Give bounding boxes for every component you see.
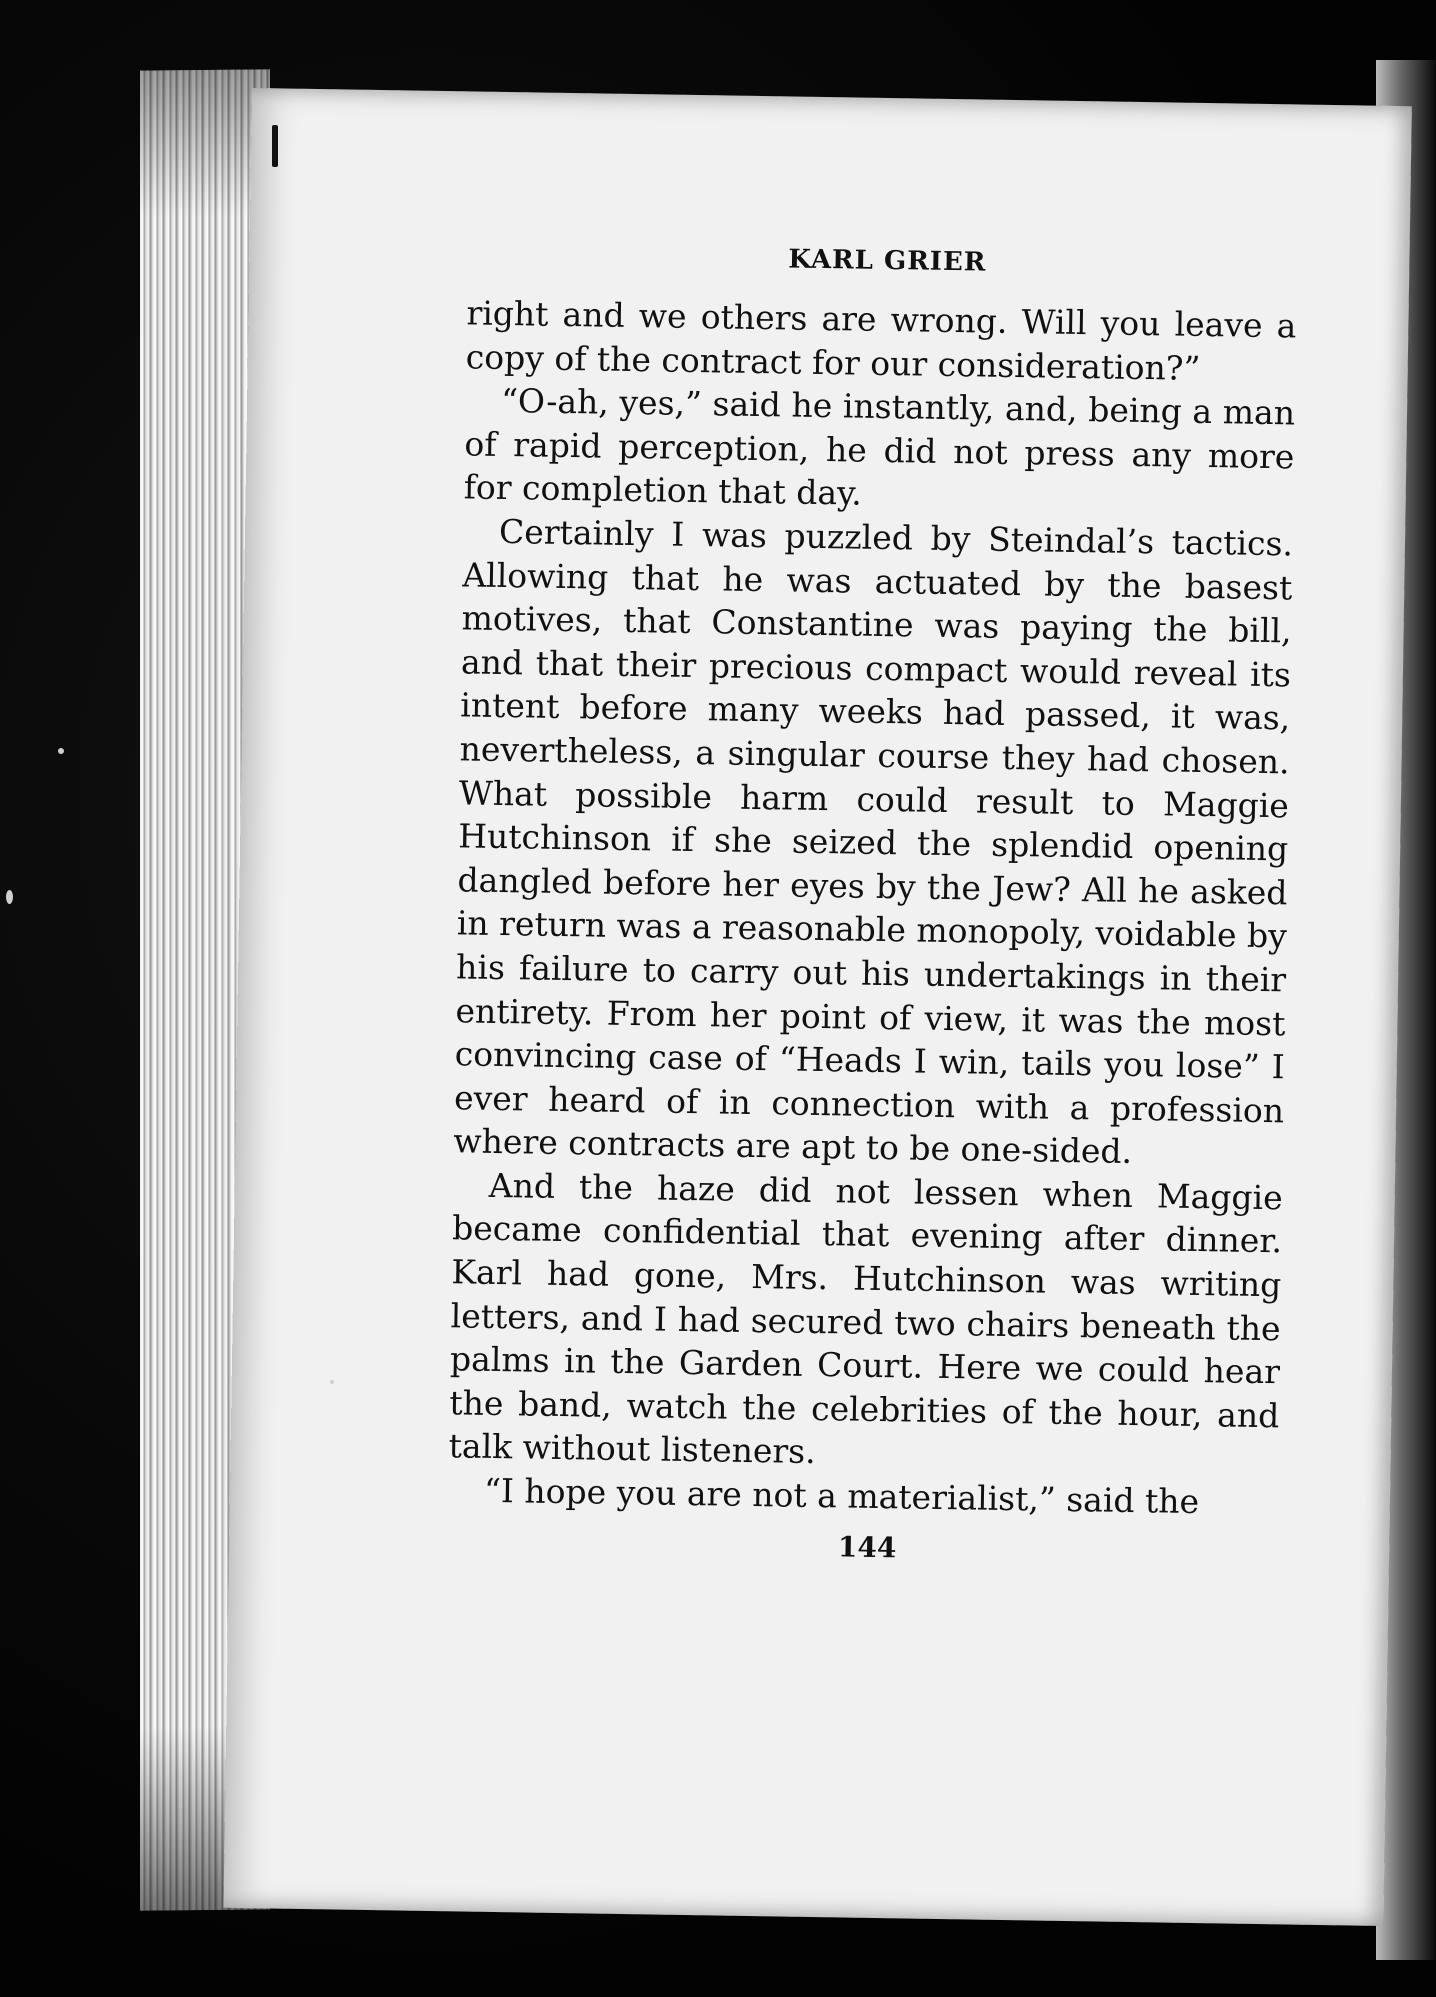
dust-speck xyxy=(58,748,64,754)
dust-speck xyxy=(6,890,13,904)
dust-speck xyxy=(330,1380,334,1384)
paragraph: Certainly I was puzzled by Steindal’s tactics. Allowing that he was actuated by the basest motives, that Constantine was paying the bill, and that their precious compact would reveal its intent before many weeks had passed, it was, nevertheless, a singular course they had chosen. What possible harm could result to Maggie Hutchinson if she seized the splendid opening dangled before her eyes by the Jew? All he asked in return was a reasonable monopoly, voidable by his failure to carry out his undertakings in their entirety. From her point of view, it was the most convincing case of “Heads I win, tails you lose” I ever heard of in connection with a profession where contracts are apt to be one-sided. xyxy=(453,511,1294,1172)
binding-mark xyxy=(272,125,278,167)
paragraph: “I hope you are not a materialist,” said the xyxy=(483,1470,1200,1522)
paragraph: And the haze did not lessen when Maggie became confidential that evening after dinner. Karl had gone, Mrs. Hutchinson was writing letters, and I had secured two chairs beneath the palms in the Garden Court. Here we could hear the band, watch the celebrities of the hour, and talk without listeners. xyxy=(448,1165,1284,1472)
running-head: KARL GRIER xyxy=(788,244,987,278)
body-text xyxy=(448,291,1297,1525)
page-number: 144 xyxy=(837,1530,897,1564)
paragraph-continued: right and we others are wrong. Will you leave a copy of the contract for our consideration?” xyxy=(465,293,1297,388)
paragraph: “O-ah, yes,” said he instantly, and, being a man of rapid perception, he did not press any more for completion that day. xyxy=(463,381,1296,514)
page-content xyxy=(447,239,1298,1569)
book-page xyxy=(223,88,1411,1926)
